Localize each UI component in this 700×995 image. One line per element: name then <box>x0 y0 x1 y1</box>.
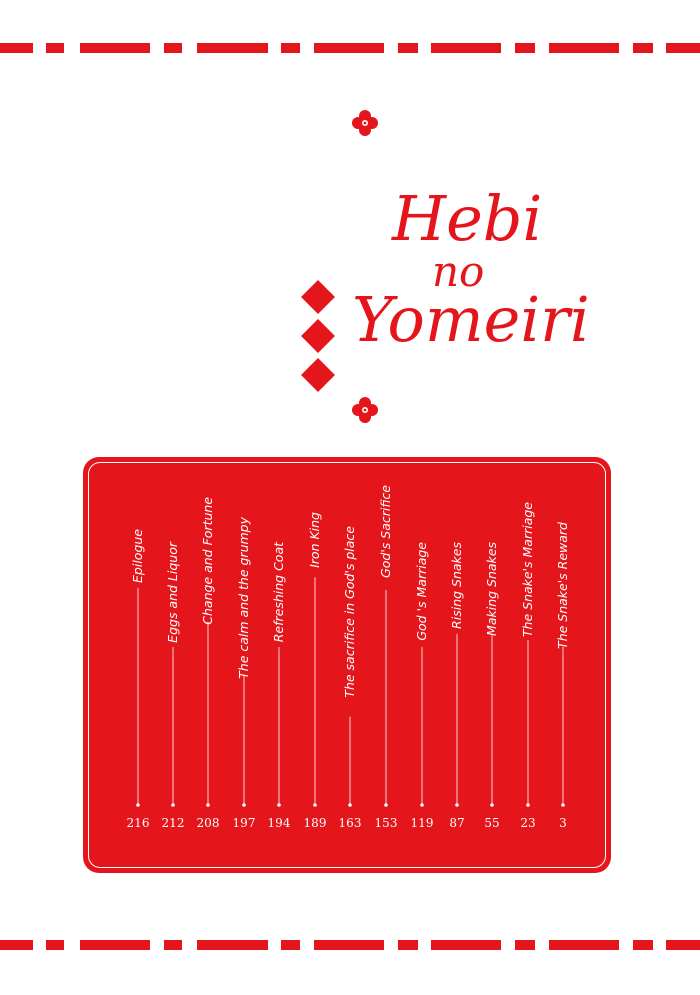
border-dash <box>666 43 700 53</box>
border-dash <box>431 43 501 53</box>
toc-chapter-title: Epilogue <box>130 529 145 583</box>
title-hebi: Hebi <box>392 182 543 255</box>
border-dash <box>281 940 300 950</box>
toc-page-number: 197 <box>232 816 256 830</box>
border-dash <box>314 43 384 53</box>
border-dash <box>549 940 619 950</box>
toc-chapter-title: The calm and the grumpy <box>236 517 251 679</box>
title-no: no <box>432 247 485 296</box>
toc-leader-dot <box>561 803 565 807</box>
toc-leader-dot <box>526 803 530 807</box>
toc-page-number: 119 <box>410 816 434 830</box>
toc-entries <box>83 457 611 873</box>
diamond-icon <box>301 358 335 392</box>
border-dash <box>633 43 653 53</box>
border-dash <box>666 940 700 950</box>
border-dash <box>314 940 384 950</box>
border-dash <box>197 43 268 53</box>
border-dash <box>46 43 64 53</box>
toc-page-number: 23 <box>520 816 536 830</box>
toc-page-number: 208 <box>196 816 220 830</box>
toc-chapter-title: Rising Snakes <box>449 542 464 629</box>
toc-leader-dot <box>277 803 281 807</box>
toc-chapter-title: The Snake's Marriage <box>520 502 535 638</box>
bottom-dashed-border <box>0 940 700 950</box>
table-of-contents <box>83 457 611 873</box>
border-dash <box>398 940 418 950</box>
border-dash <box>0 940 33 950</box>
toc-page-number: 212 <box>161 816 185 830</box>
toc-chapter-title: Iron King <box>307 512 322 568</box>
border-dash <box>0 43 33 53</box>
toc-chapter-title: The sacrifice in God's place <box>342 526 357 698</box>
border-dash <box>398 43 418 53</box>
border-dash <box>80 940 150 950</box>
top-dashed-border <box>0 43 700 53</box>
toc-chapter-title: Refreshing Coat <box>271 542 286 643</box>
toc-page-number: 87 <box>449 816 465 830</box>
border-dash <box>515 940 535 950</box>
toc-leader-dot <box>136 803 140 807</box>
toc-leader-dot <box>490 803 494 807</box>
title-yomeiri: Yomeiri <box>352 283 590 356</box>
diamond-icon <box>301 319 335 353</box>
toc-chapter-title: Eggs and Liquor <box>165 542 180 643</box>
flower-icon <box>352 397 378 423</box>
toc-page-number: 216 <box>126 816 150 830</box>
border-dash <box>549 43 619 53</box>
diamond-icon <box>301 280 335 314</box>
border-dash <box>515 43 535 53</box>
border-dash <box>281 43 300 53</box>
toc-chapter-title: Change and Fortune <box>200 497 215 625</box>
border-dash <box>431 940 501 950</box>
toc-leader-dot <box>242 803 246 807</box>
toc-page-number: 189 <box>303 816 327 830</box>
border-dash <box>164 43 182 53</box>
toc-leader-dot <box>171 803 175 807</box>
toc-leader-dot <box>384 803 388 807</box>
toc-page-number: 55 <box>484 816 500 830</box>
flower-icon <box>352 110 378 136</box>
toc-leader-dot <box>348 803 352 807</box>
toc-leader-dot <box>313 803 317 807</box>
border-dash <box>80 43 150 53</box>
border-dash <box>46 940 64 950</box>
toc-chapter-title: The Snake's Reward <box>555 522 570 649</box>
toc-leader-dot <box>420 803 424 807</box>
border-dash <box>164 940 182 950</box>
toc-chapter-title: God 's Marriage <box>414 542 429 641</box>
toc-chapter-title: God's Sacrifice <box>378 485 393 578</box>
toc-page-number: 153 <box>374 816 398 830</box>
toc-page-number: 3 <box>559 816 567 830</box>
border-dash <box>633 940 653 950</box>
border-dash <box>197 940 268 950</box>
toc-leader-dot <box>455 803 459 807</box>
toc-page-number: 194 <box>267 816 291 830</box>
toc-chapter-title: Making Snakes <box>484 542 499 636</box>
toc-page-number: 163 <box>338 816 362 830</box>
toc-leader-dot <box>206 803 210 807</box>
